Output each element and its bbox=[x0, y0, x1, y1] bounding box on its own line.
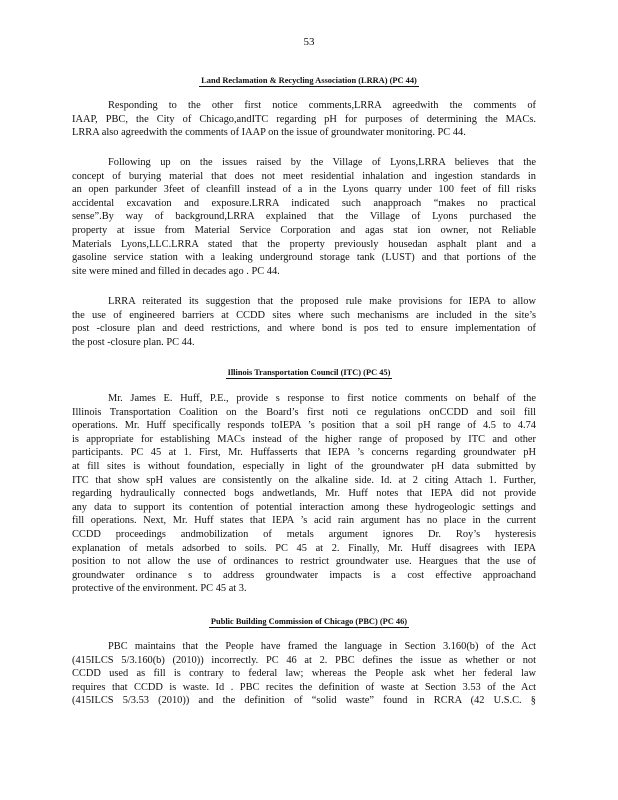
paragraph-pbc-1 bbox=[72, 640, 536, 708]
text-line: is appropriate for establishing MACs instead of the higher range of proposed by ITC and other bbox=[72, 433, 536, 445]
text-line: ITC that show spH values are consistently on the alkaline side. Id. at 2 citing Attach 1. Further, bbox=[72, 474, 536, 486]
text-line: at fill sites is without foundation, especially in light of the groundwater pH data submitted by bbox=[72, 460, 536, 472]
text-line: the use of engineered barriers at CCDD sites where such mechanisms are included in the site’s bbox=[72, 309, 536, 321]
section-heading-lrra: Land Reclamation & Recycling Association (LRRA) (PC 44) bbox=[201, 76, 417, 85]
text-line: LRRA reiterated its suggestion that the proposed rule make provisions for IEPA to allow bbox=[108, 296, 536, 307]
text-line: Illinois Transportation Coalition on the Board’s first noti ce regulations onCCDD and soil fill bbox=[72, 406, 536, 418]
text-line: sense”.By way of background,LRRA explained that the Village of Lyons purchased the bbox=[72, 211, 536, 223]
text-line: post -closure plan and deed restrictions, and where bond is pos ted to ensure implementation of bbox=[72, 323, 536, 335]
text-line: accidental excavation and exposure.LRRA indicated such anapproach “makes no practical bbox=[72, 197, 536, 209]
text-line: concept of burying material that does not meet residential inhalation and ingestion standards in bbox=[72, 170, 536, 182]
text-line: groundwater ordinance s to address groundwater impacts is a cost effective approachand bbox=[72, 569, 536, 581]
text-line: (415ILCS 5/3.160(b) (2010)) incorrectly. PC 46 at 2. PBC defines the issue as whether or not bbox=[72, 654, 536, 666]
paragraph-lrra-2 bbox=[72, 156, 536, 278]
text-line: participants. PC 45 at 1. First, Mr. Huffasserts that IEPA ’s concerns regarding groundwater pH bbox=[72, 447, 536, 459]
text-line: LRRA also agreedwith the comments of IAAP on the issue of groundwater monitoring. PC 44. bbox=[72, 127, 466, 139]
text-line: regarding hydraulically connected bogs andwetlands, Mr. Huff notes that IEPA did not provide bbox=[72, 488, 536, 500]
section-heading-pbc: Public Building Commission of Chicago (PBC) (PC 46) bbox=[210, 617, 408, 626]
page-number: 53 bbox=[303, 36, 315, 48]
text-line: site were mined and filled in decades ago . PC 44. bbox=[72, 265, 280, 277]
paragraph-lrra-3 bbox=[72, 295, 536, 349]
section-heading-itc: Illinois Transportation Council (ITC) (PC 45) bbox=[227, 368, 391, 377]
text-line: Mr. James E. Huff, P.E., provide s response to first notice comments on behalf of the bbox=[108, 393, 536, 404]
paragraph-lrra-1 bbox=[72, 99, 536, 140]
text-line: gasoline service station with a leaking underground storage tank (LUST) and that portions of the bbox=[72, 252, 536, 264]
paragraph-itc-1 bbox=[72, 392, 536, 596]
text-line: (415ILCS 5/3.53 (2010)) and the definition of “solid waste” found in RCRA (42 U.S.C. § bbox=[72, 695, 536, 707]
text-line: the post -closure plan. PC 44. bbox=[72, 336, 195, 348]
text-line: Materials Lyons,LLC.LRRA stated that the property previously housedan asphalt plant and a bbox=[72, 238, 536, 250]
text-line: IAAP, PBC, the City of Chicago,andITC regarding pH for purposes of determining the MACs. bbox=[72, 113, 536, 125]
text-line: operations. Mr. Huff specifically responds toIEPA ’s position that a soil pH range of 4.5 to 4.74 bbox=[72, 420, 536, 432]
text-line: protective of the environment. PC 45 at 3. bbox=[72, 583, 247, 595]
text-line: an open parkunder 3feet of cleanfill instead of a in the Lyons quarry under 100 feet of fill risks bbox=[72, 184, 536, 196]
text-line: requires that CCDD is waste. Id . PBC recites the definition of waste at Section 3.53 of the Act bbox=[72, 681, 536, 693]
text-line: position to not allow the use of ordinances to restrict groundwater use. Heargues that the use of bbox=[72, 556, 536, 568]
text-line: Following up on the issues raised by the Village of Lyons,LRRA believes that the bbox=[108, 157, 536, 168]
text-line: explanation of metals adsorbed to soils. PC 45 at 2. Finally, Mr. Huff disagrees with IEPA bbox=[72, 542, 536, 554]
text-line: Responding to the other first notice comments,LRRA agreedwith the comments of bbox=[108, 100, 536, 111]
text-line: CCDD proceedings andmobilization of metals argument ignores Dr. Roy’s hysteresis bbox=[72, 528, 536, 540]
text-line: any data to support its contention of potential interaction among these hydrogeologic settings and bbox=[72, 501, 536, 513]
text-line: property at issue from Material Service Corporation and agas stat ion owner, not Reliable bbox=[72, 224, 536, 236]
text-line: CCDD used as fill is contrary to federal law; whereas the People ask whet her federal law bbox=[72, 668, 536, 680]
text-line: PBC maintains that the People have framed the language in Section 3.160(b) of the Act bbox=[108, 641, 536, 652]
text-line: fill operations. Next, Mr. Huff states that IEPA ’s acid rain argument has no place in the current bbox=[72, 515, 536, 527]
